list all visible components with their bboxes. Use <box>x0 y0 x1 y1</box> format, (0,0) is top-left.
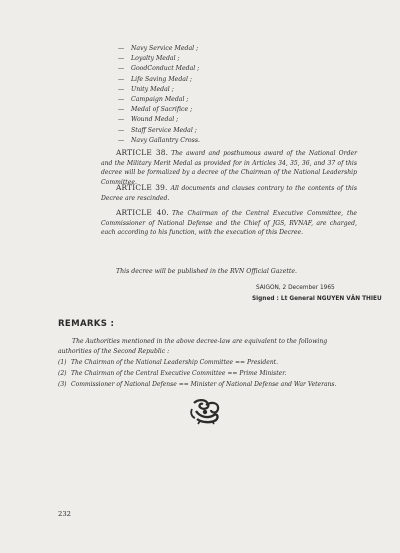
medal-label: Unity Medal ; <box>131 85 174 93</box>
list-dash: — <box>118 75 125 83</box>
list-dash: — <box>118 106 125 114</box>
article-text: The award and posthumous award of the National Order and the Military Merit Medal as provided for in Articles 34, 35, 36, and 37 of this decree will be formalized by a decree of the Chairman of the National Leadership Committee. <box>101 150 357 186</box>
list-dash: — <box>118 55 125 63</box>
remark-item <box>58 381 358 388</box>
medal-item <box>118 64 318 74</box>
article-heading: ARTICLE 39. <box>116 183 168 192</box>
article-38 <box>101 148 357 187</box>
medal-item <box>118 105 318 115</box>
remark-text: The Chairman of the National Leadership Committee == President. <box>71 359 278 366</box>
remarks-heading: REMARKS : <box>58 319 115 329</box>
list-dash: — <box>118 65 125 73</box>
list-dash: — <box>118 85 125 93</box>
article-heading: ARTICLE 40. <box>116 208 169 217</box>
medal-item <box>118 126 318 136</box>
medal-label: Medal of Sacrifice ; <box>131 106 193 114</box>
article-text: All documents and clauses contrary to the contents of this Decree are rescinded. <box>101 185 357 202</box>
publication-note: This decree will be published in the RVN Official Gazette. <box>116 268 297 275</box>
medal-label: Wound Medal ; <box>131 116 179 124</box>
medal-label: Loyalty Medal ; <box>131 55 180 63</box>
medal-item <box>118 95 318 105</box>
remark-number: (2) <box>58 370 67 377</box>
remark-item <box>58 359 358 366</box>
page-number: 232 <box>58 510 71 518</box>
remark-number: (1) <box>58 359 67 366</box>
medal-item <box>118 115 318 125</box>
medal-label: Navy Gallantry Cross. <box>131 136 200 144</box>
list-dash: — <box>118 116 125 124</box>
remarks-intro: The Authorities mentioned in the above decree-law are equivalent to the following authorities of the Second Republic : <box>58 338 328 356</box>
list-dash: — <box>118 126 125 134</box>
medal-item <box>118 44 318 54</box>
remark-number: (3) <box>58 381 67 388</box>
place-date: SAIGON, 2 December 1965 <box>256 285 335 291</box>
article-40 <box>101 208 357 238</box>
remark-item <box>58 370 358 377</box>
signature-line: Signed : Lt General NGUYEN VĂN THIEU <box>252 296 382 302</box>
medal-label: Campaign Medal ; <box>131 95 189 103</box>
medal-item <box>118 54 318 64</box>
remark-text: Commissioner of National Defense == Minister of National Defense and War Veterans. <box>71 381 337 388</box>
medal-label: Staff Service Medal ; <box>131 126 197 134</box>
medal-item <box>118 136 318 146</box>
article-39 <box>101 183 357 203</box>
decorative-emblem-icon <box>186 397 226 425</box>
remark-text: The Chairman of the Central Executive Committee == Prime Minister. <box>71 370 287 377</box>
article-text: The Chairman of the Central Executive Committee, the Commissioner of National Defense and the Chief of JGS, RVNAF, are charged, each according to his function, with the execution of this Decree. <box>101 210 357 237</box>
medal-label: Life Saving Medal ; <box>131 75 192 83</box>
list-dash: — <box>118 136 125 144</box>
medal-label: GoodConduct Medal ; <box>131 65 200 73</box>
list-dash: — <box>118 45 125 52</box>
list-dash: — <box>118 95 125 103</box>
article-heading: ARTICLE 38. <box>116 148 169 157</box>
medal-list <box>118 44 318 146</box>
medal-item <box>118 75 318 85</box>
medal-item <box>118 85 318 95</box>
medal-label: Navy Service Medal ; <box>131 45 199 52</box>
